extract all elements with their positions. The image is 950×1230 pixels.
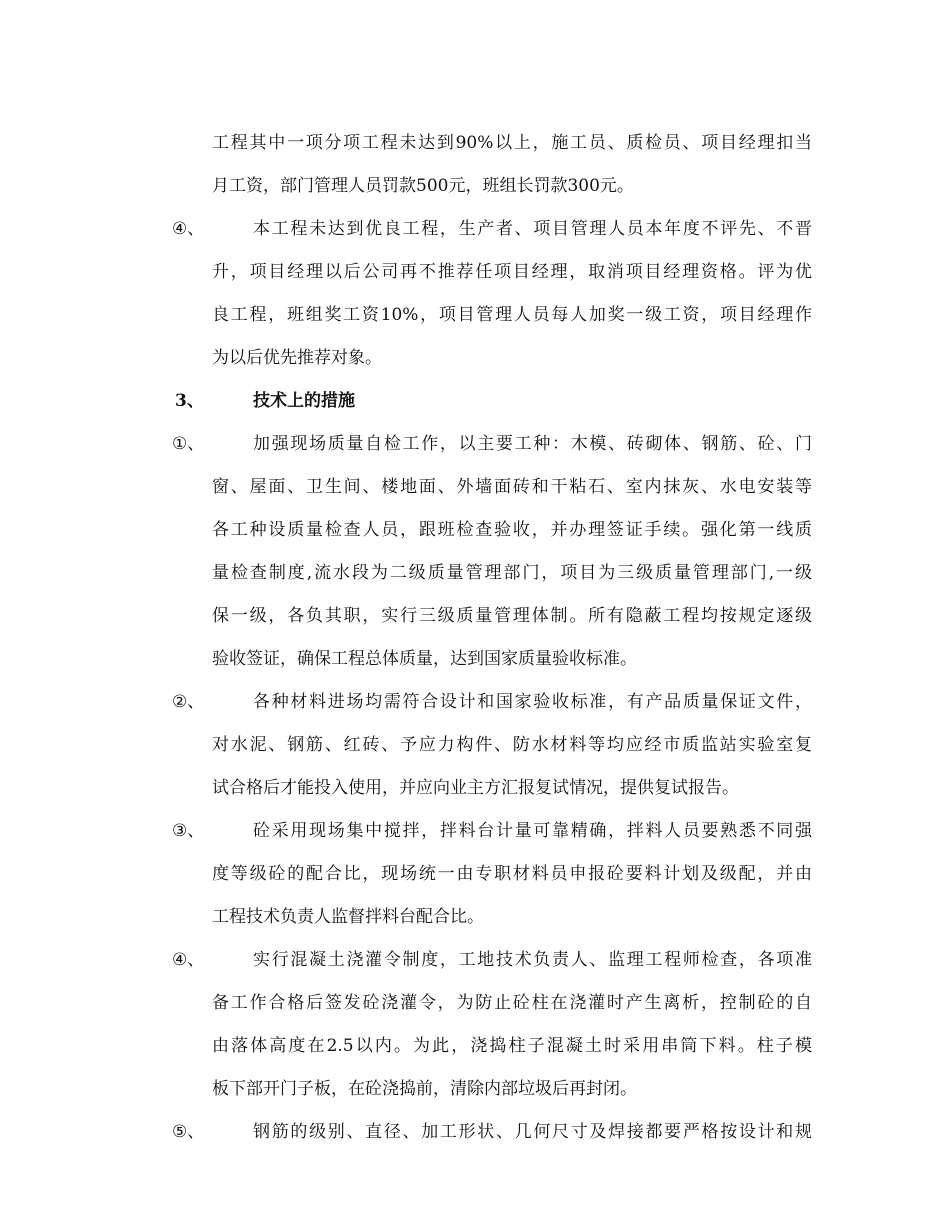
- list-marker: ②、: [172, 692, 205, 712]
- paragraph-line: 工程其中一项分项工程未达到90%以上，施工员、质检员、项目经理扣当: [212, 133, 812, 153]
- list-marker: ④、: [172, 219, 205, 239]
- section-title: 技术上的措施: [253, 391, 355, 411]
- paragraph-line: 试合格后才能投入使用，并应向业主方汇报复试情况，提供复试报告。: [212, 778, 739, 798]
- paragraph-line: 良工程，班组奖工资10%，项目管理人员每人加奖一级工资，项目经理作: [212, 305, 812, 325]
- paragraph-line: 实行混凝土浇灌令制度，工地技术负责人、监理工程师检查，各项准: [253, 950, 812, 970]
- paragraph-line: 各种材料进场均需符合设计和国家验收标准，有产品质量保证文件，: [253, 692, 812, 712]
- paragraph-line: 对水泥、钢筋、红砖、予应力构件、防水材料等均应经市质监站实验室复: [212, 735, 812, 755]
- paragraph-line: 由落体高度在2.5以内。为此，浇捣柱子混凝土时采用串筒下料。柱子模: [212, 1036, 812, 1056]
- list-marker: ⑤、: [172, 1122, 205, 1142]
- paragraph-line: 验收签证，确保工程总体质量，达到国家质量验收标准。: [212, 649, 637, 669]
- paragraph-line: 保一级，各负其职，实行三级质量管理体制。所有隐蔽工程均按规定逐级: [212, 606, 812, 626]
- paragraph-line: 月工资，部门管理人员罚款500元，班组长罚款300元。: [212, 176, 634, 196]
- paragraph-line: 为以后优先推荐对象。: [212, 348, 382, 368]
- paragraph-line: 度等级砼的配合比，现场统一由专职材料员申报砼要料计划及级配，并由: [212, 864, 812, 884]
- list-marker: ④、: [172, 950, 205, 970]
- paragraph-line: 量检查制度,流水段为二级质量管理部门，项目为三级质量管理部门,一级: [212, 563, 812, 583]
- paragraph-line: 窗、屋面、卫生间、楼地面、外墙面砖和干粘石、室内抹灰、水电安装等: [212, 477, 812, 497]
- paragraph-line: 工程技术负责人监督拌料台配合比。: [212, 907, 484, 927]
- paragraph-line: 板下部开门子板，在砼浇捣前，清除内部垃圾后再封闭。: [212, 1079, 637, 1099]
- list-marker: ①、: [172, 434, 205, 454]
- list-marker: ③、: [172, 821, 205, 841]
- paragraph-line: 本工程未达到优良工程，生产者、项目管理人员本年度不评先、不晋: [253, 219, 812, 239]
- paragraph-line: 砼采用现场集中搅拌，拌料台计量可靠精确，拌料人员要熟悉不同强: [253, 821, 812, 841]
- paragraph-line: 钢筋的级别、直径、加工形状、几何尺寸及焊接都要严格按设计和规: [253, 1122, 812, 1142]
- paragraph-line: 加强现场质量自检工作，以主要工种：木模、砖砌体、钢筋、砼、门: [253, 434, 812, 454]
- paragraph-line: 各工种设质量检查人员，跟班检查验收，并办理签证手续。强化第一线质: [212, 520, 812, 540]
- section-number: 3、: [175, 391, 204, 411]
- paragraph-line: 备工作合格后签发砼浇灌令，为防止砼柱在浇灌时产生离析，控制砼的自: [212, 993, 812, 1013]
- paragraph-line: 升，项目经理以后公司再不推荐任项目经理，取消项目经理资格。评为优: [212, 262, 812, 282]
